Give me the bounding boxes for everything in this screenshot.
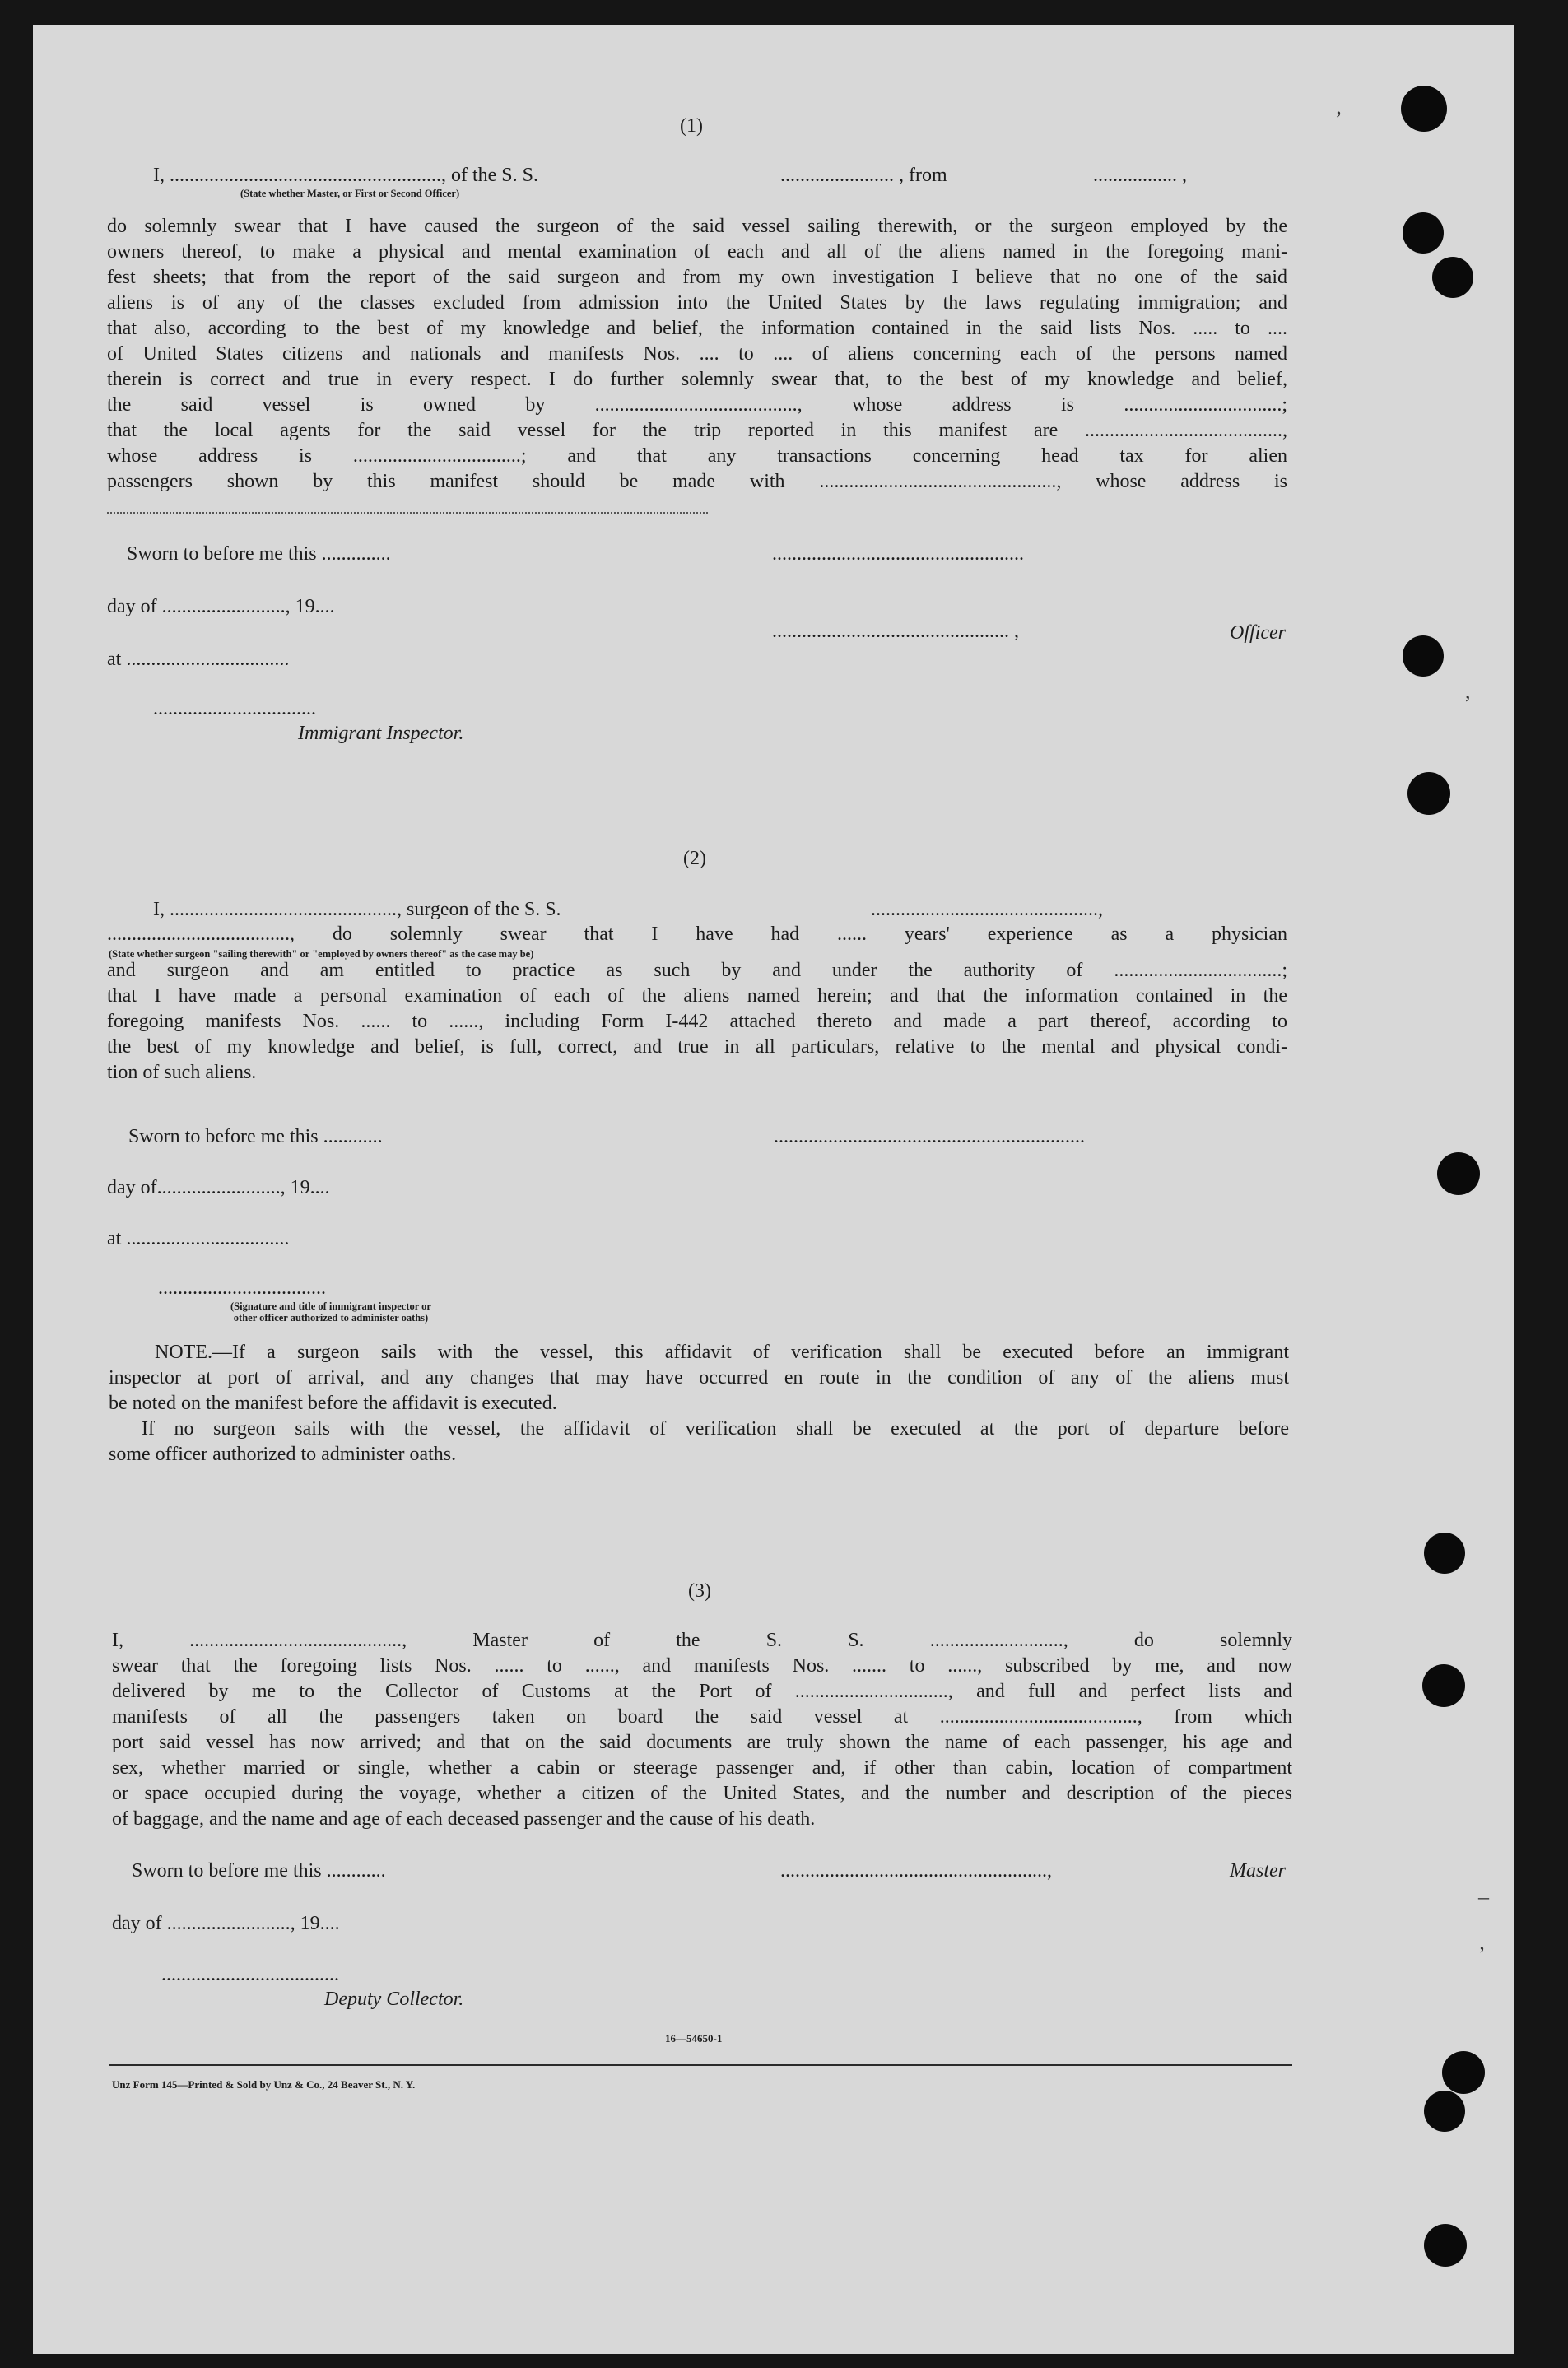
form-code: 16—54650-1 [665, 2032, 723, 2045]
text-line: foregoing manifests Nos. ...... to ......, including Form I-442 attached thereto and made a part thereof, according to [107, 1011, 1287, 1032]
master-label: Master [1230, 1860, 1286, 1882]
text-line: owners thereof, to make a physical and mental examination of each and all of the aliens named in the foregoing mani- [107, 241, 1287, 263]
note-line: inspector at port of arrival, and any changes that may have occurred en route in the condition of any of the aliens must [109, 1367, 1289, 1389]
text-line: tion of such aliens. [107, 1062, 257, 1083]
text-line: or space occupied during the voyage, whether a citizen of the United States, and the number and description of the pieces [112, 1783, 1292, 1804]
page-mark: ’ [1478, 1942, 1486, 1966]
page-mark: – [1478, 1885, 1489, 1909]
binder-hole [1424, 1533, 1465, 1574]
inspector-signature-line: ................................. [153, 698, 316, 719]
collector-signature-line: .................................... [161, 1964, 339, 1985]
oath-line: ....................................., do solemnly swear that I have had ...... years' experience as a physician [107, 923, 1287, 945]
note-line: some officer authorized to administer oaths. [109, 1444, 457, 1465]
note-line: NOTE.—If a surgeon sails with the vessel, this affidavit of verification shall be executed before an immigrant [155, 1342, 1289, 1363]
oath-line: ................. , [1093, 165, 1187, 186]
text-line: therein is correct and true in every respect. I do further solemnly swear that, to the best of my knowledge and belief, [107, 369, 1287, 390]
text-line: whose address is ..................................; and that any transactions concerning head tax for alien [107, 445, 1287, 467]
binder-hole [1432, 257, 1473, 298]
sworn-label: Sworn to before me this ............ [128, 1126, 383, 1147]
binder-hole [1437, 1152, 1480, 1195]
text-line: the best of my knowledge and belief, is full, correct, and true in all particulars, relative to the mental and physical condi- [107, 1036, 1287, 1058]
footer-rule [109, 2064, 1292, 2066]
master-signature-line: ......................................................, [780, 1860, 1052, 1882]
inspector-label: Immigrant Inspector. [298, 723, 464, 744]
oath-line: .............................................., [871, 899, 1103, 920]
oath-line: I, ......................................................., of the S. S. [153, 165, 538, 186]
printer-footer: Unz Form 145—Printed & Sold by Unz & Co., 24 Beaver St., N. Y. [112, 2078, 416, 2091]
text-line: manifests of all the passengers taken on board the said vessel at ........................................, from which [112, 1706, 1292, 1728]
signature-instruction: (Signature and title of immigrant inspector or [230, 1300, 431, 1312]
text-line: do solemnly swear that I have caused the surgeon of the said vessel sailing therewith, or the surgeon employed by the [107, 216, 1287, 237]
text-line: of baggage, and the name and age of each deceased passenger and the cause of his death. [112, 1808, 816, 1830]
page-mark: , [1465, 679, 1471, 703]
text-line: passengers shown by this manifest should be made with ................................................, whose address is [107, 471, 1287, 492]
date-label: day of ........................., 19.... [112, 1913, 340, 1934]
field-instruction: (State whether Master, or First or Second Officer) [240, 188, 460, 199]
note-line: be noted on the manifest before the affidavit is executed. [109, 1393, 557, 1414]
officer-signature-line: ................................................ , [772, 621, 1019, 642]
field-instruction: (State whether surgeon "sailing therewith" or "employed by owners thereof" as the case may be) [109, 948, 534, 960]
officer-signature-line: ................................................... [772, 543, 1024, 565]
page-mark: ’ [1335, 107, 1342, 131]
text-line: and surgeon and am entitled to practice as such by and under the authority of ..................................; [107, 960, 1287, 981]
date-label: day of ........................., 19.... [107, 596, 335, 617]
note-line: If no surgeon sails with the vessel, the affidavit of verification shall be executed at the port of departure before [142, 1418, 1289, 1440]
text-line: I, ..........................................., Master of the S. S. ..........................., do solemnly [112, 1630, 1292, 1651]
text-line: that also, according to the best of my knowledge and belief, the information contained in the said lists Nos. ..... to .... [107, 318, 1287, 339]
binder-hole [1403, 212, 1444, 254]
binder-hole [1401, 86, 1447, 132]
text-line: delivered by me to the Collector of Customs at the Port of ..............................., and full and perfect lists and [112, 1681, 1292, 1702]
binder-hole [1422, 1664, 1465, 1707]
binder-hole [1442, 2051, 1485, 2094]
text-line: aliens is of any of the classes excluded from admission into the United States by the laws regulating immigration; and [107, 292, 1287, 314]
text-line: swear that the foregoing lists Nos. ...... to ......, and manifests Nos. ....... to ......, subscribed by me, and now [112, 1655, 1292, 1677]
separator-line [107, 512, 708, 514]
oath-line: I, .............................................., surgeon of the S. S. [153, 899, 561, 920]
binder-hole [1407, 772, 1450, 815]
sworn-label: Sworn to before me this ............ [132, 1860, 386, 1882]
place-label: at ................................. [107, 649, 290, 670]
text-line: of United States citizens and nationals and manifests Nos. .... to .... of aliens concerning each of the persons named [107, 343, 1287, 365]
section-number: (3) [688, 1580, 711, 1602]
signature-line: ............................................................... [774, 1126, 1085, 1147]
signature-line: .................................. [158, 1277, 326, 1299]
deputy-collector-label: Deputy Collector. [324, 1989, 464, 2010]
signature-instruction: other officer authorized to administer oaths) [233, 1312, 429, 1324]
date-label: day of........................., 19.... [107, 1177, 330, 1198]
oath-line: ....................... , from [780, 165, 947, 186]
binder-hole [1424, 2091, 1465, 2132]
officer-label: Officer [1230, 622, 1286, 644]
text-line: that the local agents for the said vessel for the trip reported in this manifest are ........................................, [107, 420, 1287, 441]
binder-hole [1403, 635, 1444, 677]
text-line: that I have made a personal examination of each of the aliens named herein; and that the information contained in the [107, 985, 1287, 1007]
text-line: sex, whether married or single, whether a cabin or steerage passenger and, if other than cabin, location of compartment [112, 1757, 1292, 1779]
text-line: port said vessel has now arrived; and that on the said documents are truly shown the name of each passenger, his age and [112, 1732, 1292, 1753]
place-label: at ................................. [107, 1228, 290, 1249]
sworn-label: Sworn to before me this .............. [127, 543, 391, 565]
binder-hole [1424, 2224, 1467, 2267]
section-number: (1) [680, 115, 703, 137]
text-line: fest sheets; that from the report of the said surgeon and from my own investigation I believe that no one of the said [107, 267, 1287, 288]
text-line: the said vessel is owned by ........................................., whose address is ................................; [107, 394, 1287, 416]
section-number: (2) [683, 848, 706, 869]
